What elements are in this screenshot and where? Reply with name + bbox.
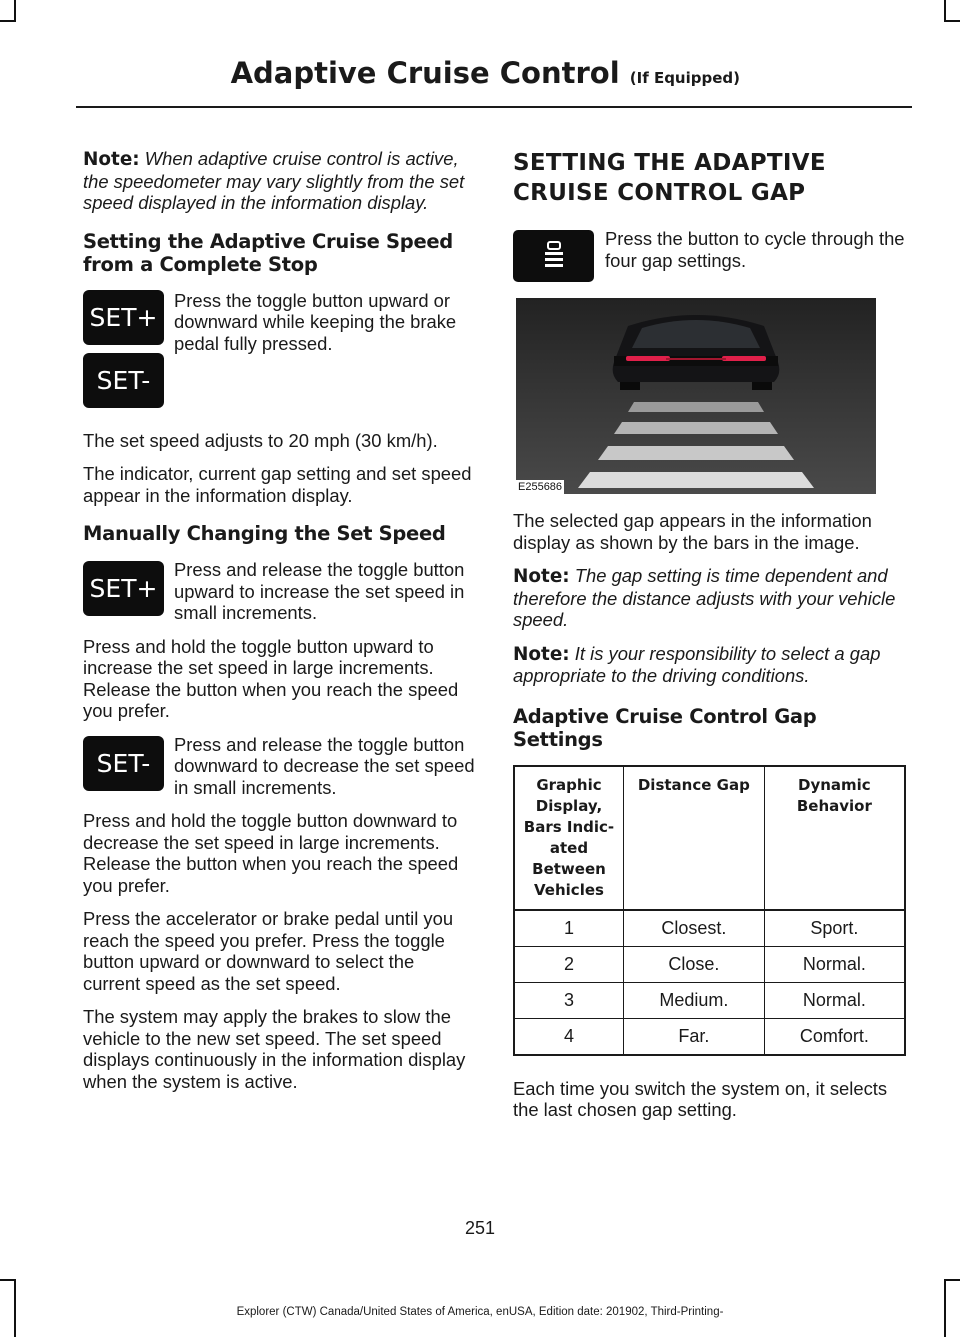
car-illustration <box>516 298 876 494</box>
para-increase-large: Press and hold the toggle button upward to increase the set speed in large increments. Release the button when you reach the speed you prefer. <box>83 635 459 721</box>
gap-distance-icon-glyph <box>541 241 567 271</box>
image-reference-label: E255686 <box>518 481 563 493</box>
table-cell: Comfort. <box>764 1018 905 1055</box>
set-icon-stack <box>83 290 164 416</box>
para-toggle-press: Press the toggle button upward or downward while keeping the brake pedal fully pressed. <box>174 289 457 354</box>
table-row <box>514 910 905 947</box>
right-column <box>513 148 906 1133</box>
header-rule <box>76 106 912 108</box>
increase-small-instruction <box>83 559 475 636</box>
note-label: Note: <box>83 149 140 170</box>
table-cell: Sport. <box>764 910 905 947</box>
table-cell: Far. <box>623 1018 764 1055</box>
para-decrease-small: Press and release the toggle button downward to decrease the set speed in small increments. <box>174 733 475 798</box>
table-cell: 4 <box>514 1018 623 1055</box>
para-set-speed: The set speed adjusts to 20 mph (30 km/h). <box>83 429 438 451</box>
table-row <box>514 982 905 1018</box>
crop-mark <box>944 20 960 22</box>
heading-complete-stop: Setting the Adaptive Cruise Speed from a Complete Stop <box>83 229 453 276</box>
heading-gap: SETTING THE ADAPTIVE CRUISE CONTROL GAP <box>513 150 826 206</box>
set-plus-icon: SET+ <box>83 290 164 345</box>
para-last-setting: Each time you switch the system on, it selects the last chosen gap setting. <box>513 1077 888 1120</box>
gap-settings-table <box>513 765 906 1056</box>
left-column <box>83 148 475 1104</box>
table-row <box>514 1018 905 1055</box>
note-text: The gap setting is time dependent and therefore the distance adjusts with your vehicle speed. <box>513 565 896 630</box>
note-text: When adaptive cruise control is active, the speedometer may vary slightly from the set speed displayed in the information display. <box>83 148 465 213</box>
table-header-row <box>514 766 905 910</box>
table-cell: Closest. <box>623 910 764 947</box>
table-cell: Normal. <box>764 946 905 982</box>
table-cell: Close. <box>623 946 764 982</box>
edition-footer: Explorer (CTW) Canada/United States of America, enUSA, Edition date: 201902, Third-Printing- <box>236 1306 724 1318</box>
gap-button-instruction <box>513 228 906 290</box>
page-header-title <box>231 56 740 90</box>
note-time-dependent <box>513 565 906 631</box>
heading-gap-settings: Adaptive Cruise Control Gap Settings <box>513 704 817 751</box>
crop-mark <box>944 0 946 22</box>
para-brakes: The system may apply the brakes to slow the vehicle to the new set speed. The set speed displays continuously in the information display when the system is active. <box>83 1006 466 1092</box>
set-plus-icon: SET+ <box>83 561 164 616</box>
note-text: It is your responsibility to select a gap appropriate to the driving conditions. <box>513 642 881 686</box>
table-cell: 3 <box>514 982 623 1018</box>
para-cycle: Press the button to cycle through the four gap settings. <box>605 228 905 271</box>
set-minus-icon: SET- <box>83 736 164 791</box>
para-increase-small: Press and release the toggle button upward to increase the set speed in small increments. <box>174 559 465 623</box>
table-cell: 2 <box>514 946 623 982</box>
complete-stop-instruction <box>83 290 475 416</box>
note-label: Note: <box>513 566 570 587</box>
note-label: Note: <box>513 643 570 665</box>
para-accelerator: Press the accelerator or brake pedal until you reach the speed you prefer. Press the toggle button upward or downward to select the current speed as the set speed. <box>83 908 454 994</box>
gap-bars-car-image <box>516 298 876 494</box>
page-number: 251 <box>464 1218 496 1238</box>
crop-mark <box>14 0 16 22</box>
table-cell: Medium. <box>623 982 764 1018</box>
note-responsibility <box>513 643 906 687</box>
table-cell: Normal. <box>764 982 905 1018</box>
para-selected-gap: The selected gap appears in the information display as shown by the bars in the image. <box>513 510 872 553</box>
crop-mark <box>0 20 16 22</box>
table-header-cell: Distance Gap <box>623 766 764 910</box>
decrease-small-instruction <box>83 734 475 799</box>
para-decrease-large: Press and hold the toggle button downward to decrease the set speed in large increments. Release the button when you reach the speed you prefer. <box>83 810 459 896</box>
crop-mark <box>0 1279 16 1281</box>
para-indicator: The indicator, current gap setting and set speed appear in the information display. <box>83 463 472 506</box>
table-header-cell: Dynamic Behavior <box>764 766 905 910</box>
heading-manual-change: Manually Changing the Set Speed <box>83 522 446 545</box>
set-minus-icon: SET- <box>83 353 164 408</box>
table-header-cell: Graphic Display, Bars Indic-ated Between Vehicles <box>514 766 623 910</box>
table-row <box>514 946 905 982</box>
gap-distance-icon <box>513 230 594 282</box>
table-cell: 1 <box>514 910 623 947</box>
header-title-text: Adaptive Cruise Control <box>230 56 620 90</box>
crop-mark <box>944 1279 960 1281</box>
note-when-active <box>83 148 475 214</box>
header-subtitle: (If Equipped) <box>629 69 740 87</box>
